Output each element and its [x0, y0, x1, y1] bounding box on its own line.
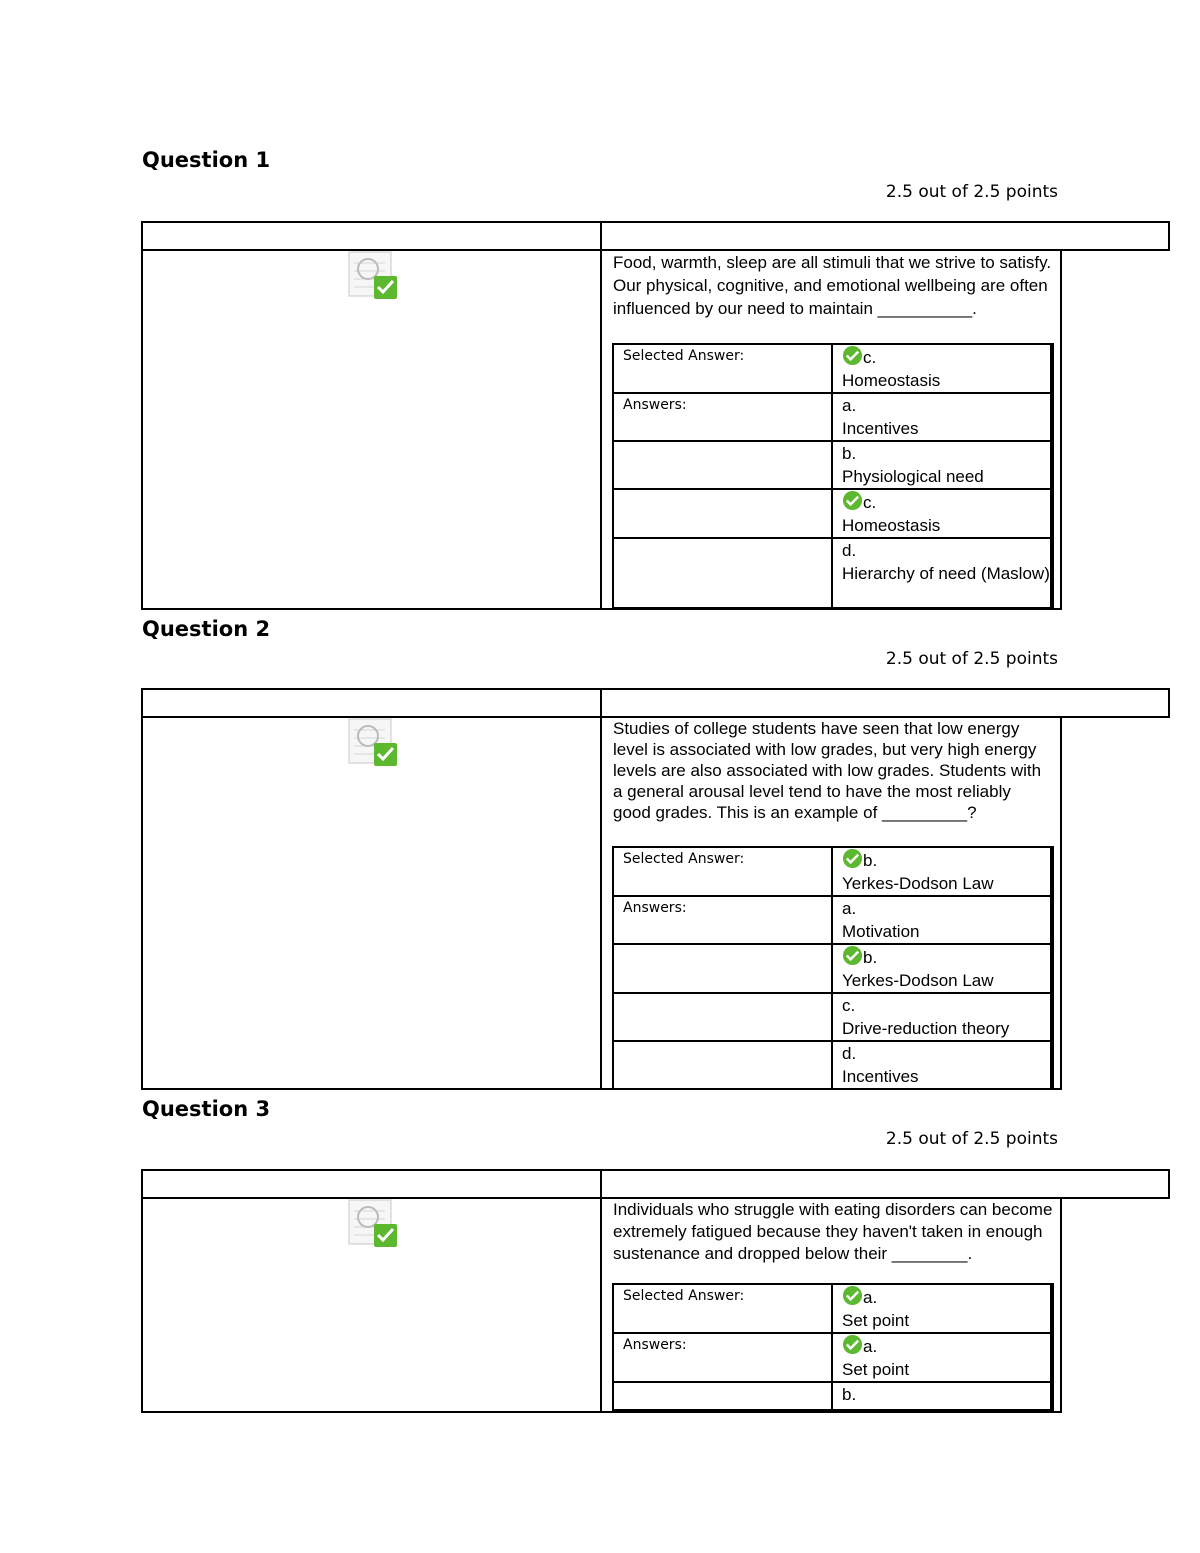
answer-option [832, 538, 1052, 608]
answers-label: Answers: [613, 393, 832, 441]
answer-text: Motivation [842, 922, 920, 941]
question-body [141, 716, 1062, 1090]
answer-letter: a. [842, 899, 857, 918]
check-icon [842, 848, 863, 869]
selected-answer-row [613, 1284, 1052, 1333]
question-body [141, 1197, 1062, 1413]
question-block [141, 221, 1168, 611]
graded-correct-icon [347, 716, 399, 768]
question-points: 2.5 out of 2.5 points [885, 649, 1058, 669]
header-row [141, 221, 1170, 251]
selected-answer-label: Selected Answer: [613, 847, 832, 896]
answer-row [613, 489, 1052, 538]
answer-letter: c. [842, 996, 856, 1015]
answer-text: Yerkes-Dodson Law [842, 971, 994, 990]
selected-answer-label: Selected Answer: [613, 1284, 832, 1333]
selected-answer [832, 1284, 1052, 1333]
answer-option [832, 1041, 1052, 1089]
answer-letter: c. [863, 348, 877, 367]
answer-text: Incentives [842, 419, 919, 438]
answer-text: Physiological need [842, 467, 984, 486]
answer-option [832, 1333, 1052, 1382]
answer-row [613, 441, 1052, 489]
answer-letter: a. [842, 396, 857, 415]
answer-text: Yerkes-Dodson Law [842, 874, 994, 893]
answer-text: Incentives [842, 1067, 919, 1086]
check-icon [842, 1334, 863, 1355]
answer-text: Hierarchy of need (Maslow) [842, 564, 1050, 583]
answer-letter: a. [863, 1288, 878, 1307]
answer-option [832, 1382, 1052, 1410]
answer-option [832, 489, 1052, 538]
check-icon [842, 345, 863, 366]
answer-text: Homeostasis [842, 516, 941, 535]
answer-letter: d. [842, 1044, 857, 1063]
check-icon [842, 1285, 863, 1306]
answer-option [832, 441, 1052, 489]
answer-table [612, 846, 1054, 1090]
graded-correct-icon [347, 1197, 399, 1249]
answer-table [612, 1283, 1054, 1411]
header-row [141, 1169, 1170, 1199]
header-row [141, 688, 1170, 718]
question-title: Question 1 [142, 148, 271, 172]
answer-row [613, 393, 1052, 441]
answer-table [612, 343, 1054, 609]
answer-row [613, 944, 1052, 993]
answers-label: Answers: [613, 896, 832, 944]
answer-option [832, 993, 1052, 1041]
question-points: 2.5 out of 2.5 points [885, 1129, 1058, 1149]
answer-row [613, 896, 1052, 944]
answer-row [613, 1333, 1052, 1382]
check-icon [842, 490, 863, 511]
question-title: Question 3 [142, 1097, 271, 1121]
graded-correct-icon [347, 249, 399, 301]
answer-letter: b. [842, 1385, 857, 1404]
question-text: Food, warmth, sleep are all stimuli that we strive to satisfy. Our physical, cognitive, and emotional wellbeing are often influenced by our need to maintain __________. [613, 253, 1052, 318]
question-body [141, 249, 1062, 610]
selected-answer-row [613, 344, 1052, 393]
answer-row [613, 993, 1052, 1041]
answer-row [613, 538, 1052, 608]
answer-text: Set point [842, 1360, 910, 1379]
answer-letter: b. [863, 948, 878, 967]
answer-letter: d. [842, 541, 857, 560]
answer-text: Drive-reduction theory [842, 1019, 1010, 1038]
answer-letter: a. [863, 1337, 878, 1356]
selected-answer-label: Selected Answer: [613, 344, 832, 393]
answer-letter: b. [842, 444, 857, 463]
answer-row [613, 1382, 1052, 1410]
answer-letter: b. [863, 851, 878, 870]
selected-answer [832, 847, 1052, 896]
answer-text: Homeostasis [842, 371, 941, 390]
answer-letter: c. [863, 493, 877, 512]
question-text: Studies of college students have seen that low energy level is associated with low grades, but very high energy levels are also associated with low grades. Students with a general arousal level tend to have the most reliably good grades. This is an example of _________? [613, 719, 1042, 822]
question-text: Individuals who struggle with eating disorders can become extremely fatigued because they haven't taken in enough sustenance and dropped below their ________. [613, 1200, 1053, 1263]
answer-option [832, 393, 1052, 441]
check-icon [842, 945, 863, 966]
answers-label: Answers: [613, 1333, 832, 1382]
answer-text: Set point [842, 1311, 910, 1330]
selected-answer-row [613, 847, 1052, 896]
question-block [141, 1169, 1168, 1413]
answer-option [832, 896, 1052, 944]
question-block [141, 688, 1168, 1090]
question-points: 2.5 out of 2.5 points [885, 182, 1058, 202]
selected-answer [832, 344, 1052, 393]
question-title: Question 2 [142, 617, 271, 641]
answer-row [613, 1041, 1052, 1089]
answer-option [832, 944, 1052, 993]
